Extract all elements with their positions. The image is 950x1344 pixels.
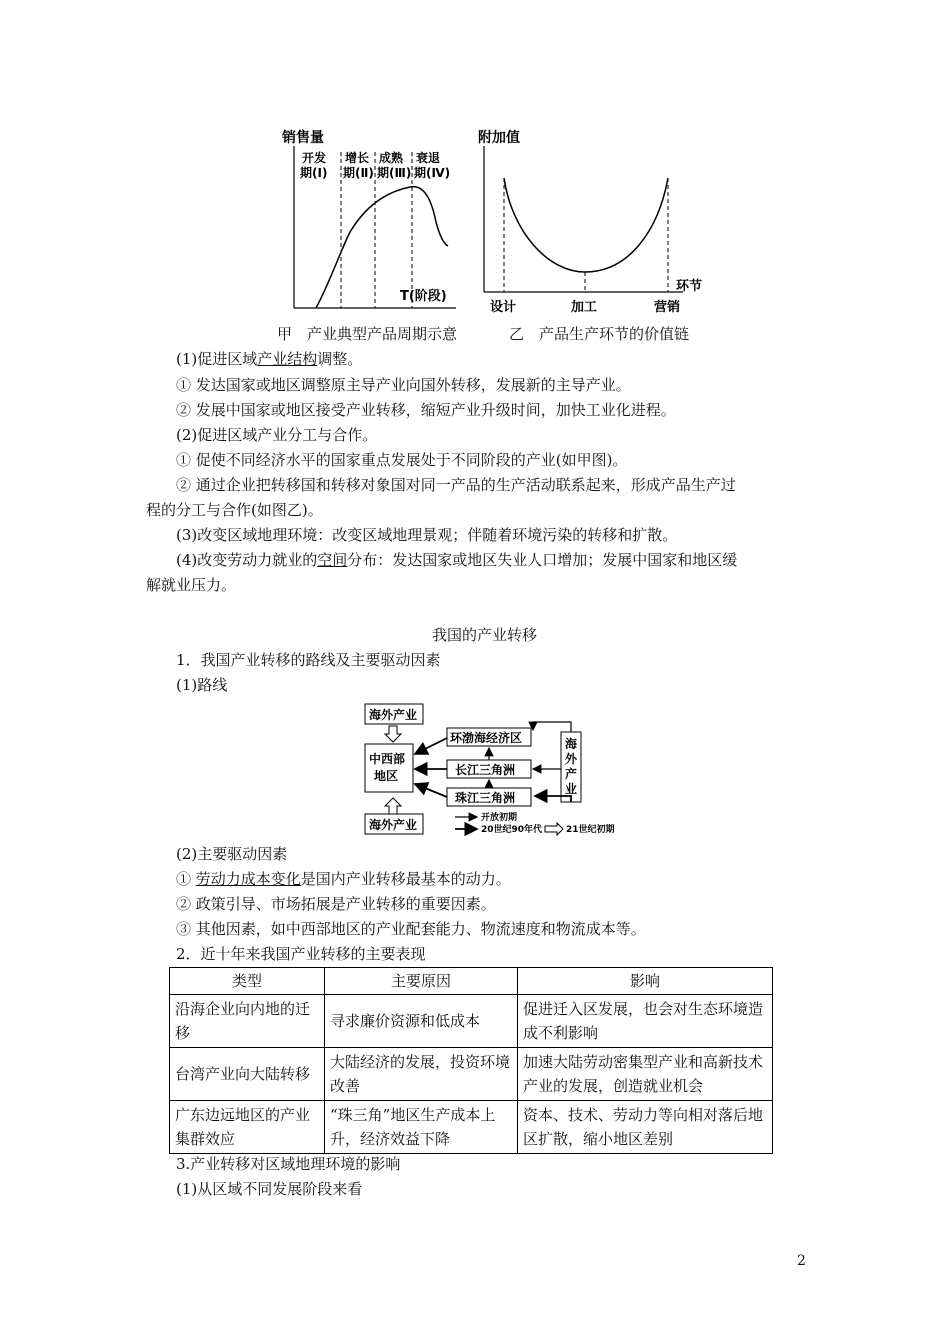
paragraph — [176, 549, 737, 571]
paragraph: ② 政策引导、市场拓展是产业转移的重要因素。 — [176, 895, 496, 913]
heading: (1)从区域不同发展阶段来看 — [176, 1180, 363, 1198]
stage-1-label: 开发 — [302, 151, 327, 165]
table-cell: 台湾产业向大陆转移 — [170, 1048, 325, 1101]
paragraph: ③ 其他因素，如中西部地区的产业配套能力、物流速度和物流成本等。 — [176, 920, 646, 938]
heading: (1)路线 — [176, 676, 228, 694]
text: 分布：发达国家或地区失业人口增加；发展中国家和地区缓 — [347, 551, 738, 569]
table-header: 类型 — [170, 968, 325, 995]
heading: 3.产业转移对区域地理环境的影响 — [176, 1155, 401, 1173]
text: (1)促进区域 — [176, 350, 258, 368]
bohai-box: 环渤海经济区 — [450, 731, 523, 745]
overseas-bottom: 海外产业 — [369, 818, 418, 832]
paragraph: ① 促使不同经济水平的国家重点发展处于不同阶段的产业(如甲图)。 — [176, 451, 628, 469]
paragraph: (2)促进区域产业分工与合作。 — [176, 426, 378, 444]
caption-a: 甲 产业典型产品周期示意 — [277, 325, 458, 343]
table-cell: 加速大陆劳动密集型产业和高新技术产业的发展，创造就业机会 — [518, 1048, 773, 1101]
text: (4)改变劳动力就业的 — [176, 551, 318, 569]
legend-2: 20世纪90年代 — [481, 825, 543, 835]
tick-processing: 加工 — [571, 300, 598, 315]
x-axis-label: 环节 — [676, 279, 703, 294]
y-axis-label: 销售量 — [282, 130, 324, 146]
table-cell: 广东边远地区的产业集群效应 — [170, 1101, 325, 1154]
table-row — [170, 1048, 773, 1101]
table-row — [170, 995, 773, 1048]
paragraph: 程的分工与合作(如图乙)。 — [146, 501, 323, 519]
heading: 1．我国产业转移的路线及主要驱动因素 — [176, 651, 441, 669]
text: 调整。 — [317, 350, 363, 368]
central-west-2: 地区 — [374, 769, 399, 783]
tick-design: 设计 — [490, 300, 517, 315]
heading: (2)主要驱动因素 — [176, 845, 288, 863]
stage-4-label: 衰退 — [416, 151, 441, 165]
table-cell: “珠三角”地区生产成本上升，经济效益下降 — [325, 1101, 518, 1154]
table-cell: 资本、技术、劳动力等向相对落后地区扩散，缩小地区差别 — [518, 1101, 773, 1154]
stage-2-label: 增长 — [345, 151, 370, 165]
heading: 2．近十年来我国产业转移的主要表现 — [176, 945, 426, 963]
tick-marketing: 营销 — [654, 300, 681, 315]
underlined-text: 空间 — [317, 551, 348, 569]
table-header-row — [170, 968, 773, 995]
table-cell: 沿海企业向内地的迁移 — [170, 995, 325, 1048]
table-row — [170, 1101, 773, 1154]
stage-3-label: 成熟 — [379, 151, 404, 165]
stage-2-period: 期(Ⅱ) — [343, 166, 374, 180]
product-cycle-chart — [270, 122, 460, 318]
table-cell: 促进迁入区发展，也会对生态环境造成不利影响 — [518, 995, 773, 1048]
table-cell: 大陆经济的发展，投资环境改善 — [325, 1048, 518, 1101]
value-curve — [504, 178, 668, 272]
yangtze-box: 长江三角洲 — [455, 763, 516, 777]
stage-4-period: 期(Ⅳ) — [414, 166, 451, 180]
overseas-right: 海外产业 — [565, 737, 578, 796]
x-axis-label: T(阶段) — [400, 289, 447, 304]
text: 是国内产业转移最基本的动力。 — [300, 870, 511, 888]
central-west: 中西部 — [369, 752, 406, 766]
page-number: 2 — [797, 1253, 806, 1269]
table-header: 影响 — [518, 968, 773, 995]
section-title: 我国的产业转移 — [432, 626, 538, 644]
paragraph: ② 发展中国家或地区接受产业转移，缩短产业升级时间，加快工业化进程。 — [176, 401, 676, 419]
industry-transfer-table — [169, 967, 773, 1154]
table-cell: 寻求廉价资源和低成本 — [325, 995, 518, 1048]
paragraph: ① 发达国家或地区调整原主导产业向国外转移，发展新的主导产业。 — [176, 376, 631, 394]
paragraph — [176, 868, 511, 890]
legend-1: 开放初期 — [481, 813, 518, 823]
paragraph — [176, 348, 362, 370]
stage-1-period: 期(Ⅰ) — [300, 166, 328, 180]
value-chain-chart — [478, 122, 718, 318]
table-header: 主要原因 — [325, 968, 518, 995]
caption-b: 乙 产品生产环节的价值链 — [509, 325, 690, 343]
industry-route-diagram — [355, 700, 630, 840]
text: ① — [176, 870, 196, 888]
underlined-text: 劳动力成本变化 — [195, 870, 301, 888]
overseas-top: 海外产业 — [369, 708, 418, 722]
paragraph: 解就业压力。 — [146, 576, 237, 594]
legend-3: 21世纪初期 — [566, 825, 615, 835]
underlined-text: 产业结构 — [257, 350, 318, 368]
pearl-box: 珠江三角洲 — [455, 791, 516, 805]
stage-3-period: 期(Ⅲ) — [377, 166, 412, 180]
paragraph: (3)改变区域地理环境：改变区域地理景观；伴随着环境污染的转移和扩散。 — [176, 526, 678, 544]
y-axis-label: 附加值 — [478, 130, 520, 146]
paragraph: ② 通过企业把转移国和转移对象国对同一产品的生产活动联系起来，形成产品生产过 — [176, 476, 736, 494]
